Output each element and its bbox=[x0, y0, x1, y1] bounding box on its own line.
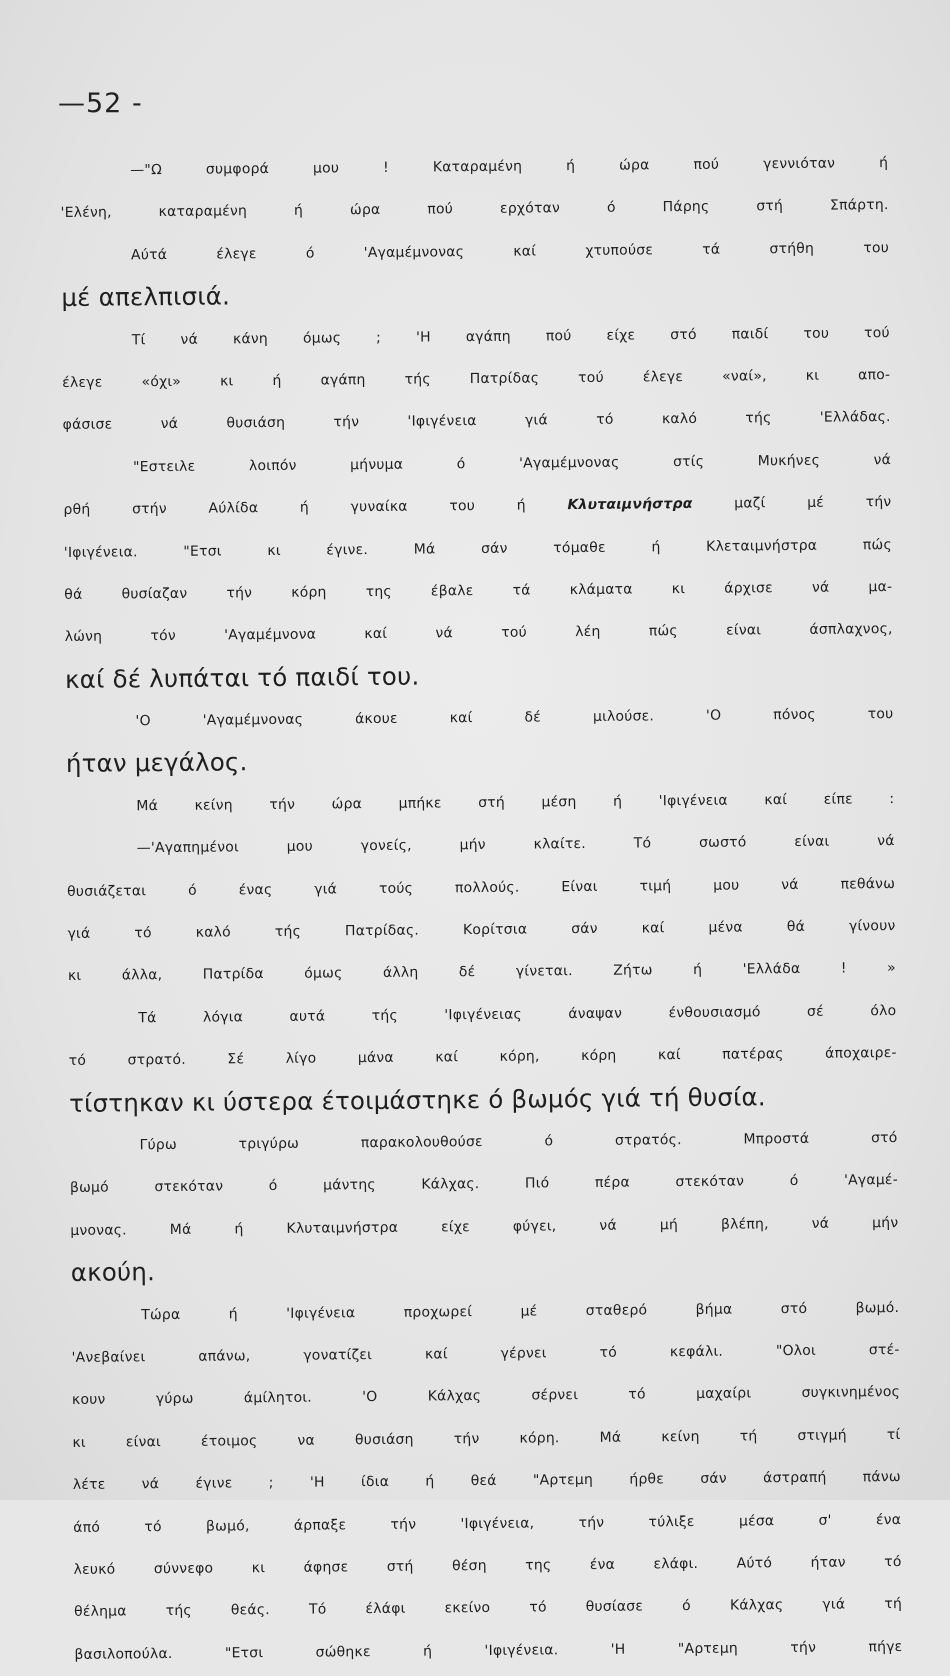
text-segment: μαζί μέ τήν bbox=[692, 494, 892, 513]
text-line bbox=[63, 481, 891, 531]
text-line: μέ απελπισιά. bbox=[61, 281, 231, 313]
text-line: μνονας. Μά ή Κλυταιμνήστρα είχε φύγει, νά μή βλέπη, νά μήν bbox=[70, 1214, 899, 1239]
text-line: κι άλλα, Πατρίδα όμως άλλη δέ γίνεται. Ζήτω ή 'Ελλάδα ! » bbox=[67, 960, 896, 985]
text-line: Τώρα ή 'Ιφιγένεια προχωρεί μέ σταθερό βήμα στό βωμό. bbox=[141, 1299, 900, 1323]
text-line: κουν γύρω άμίλητοι. 'Ο Κάλχας σέρνει τό μαχαίρι συγκινημένος bbox=[71, 1384, 901, 1409]
emphasized-name: Κλυταιμνήστρα bbox=[567, 496, 693, 514]
text-line: τό στρατό. Σέ λίγο μάνα καί κόρη, κόρη καί πατέρας άποχαιρε- bbox=[68, 1045, 897, 1070]
text-line: θέλημα τής θεάς. Τό έλάφι εκείνο τό θυσίασε ό Κάλχας γιά τή bbox=[73, 1596, 903, 1621]
text-line: καί δέ λυπάται τό παιδί του. bbox=[64, 661, 420, 694]
text-line: 'Ανεβαίνει απάνω, γονατίζει καί γέρνει τό κεφάλι. "Ολοι στέ- bbox=[71, 1341, 900, 1366]
text-line: Τί νά κάνη όμως ; 'Η αγάπη πού είχε στό παιδί του τού bbox=[131, 324, 890, 348]
text-line: Αύτά έλεγε ό 'Αγαμέμνονας καί χτυπούσε τά στήθη του bbox=[130, 239, 890, 264]
text-line: έλεγε «όχι» κι ή αγάπη τής Πατρίδας τού έλεγε «ναί», κι απο- bbox=[62, 366, 891, 391]
text-line: λευκό σύννεφο κι άφησε στή θέση της ένα ελάφι. Αύτό ήταν τό bbox=[73, 1553, 902, 1578]
text-line: θυσιάζεται ό ένας γιά τούς πολλούς. Είναι τιμή μου νά πεθάνω bbox=[67, 875, 896, 900]
text-line: 'Ο 'Αγαμέμνονας άκουε καί δέ μιλούσε. 'Ο πόνος του bbox=[135, 706, 894, 730]
text-line: θά θυσίαζαν τήν κόρη της έβαλε τά κλάματα κι άρχισε νά μα- bbox=[64, 578, 893, 603]
text-line: γιά τό καλό τής Πατρίδας. Κορίτσια σάν καί μένα θά γίνουν bbox=[67, 918, 896, 942]
text-line: —"Ω συμφορά μου ! Καταραμένη ή ώρα πού γεννιόταν ή bbox=[130, 155, 889, 179]
text-line: Μά κείνη τήν ώρα μπήκε στή μέση ή 'Ιφιγένεια καί είπε : bbox=[136, 790, 895, 815]
text-line: 'Ιφιγένεια. "Ετσι κι έγινε. Μά σάν τόμαθε ή Κλεταιμνήστρα πώς bbox=[63, 536, 892, 561]
text-line: βασιλοπούλα. "Ετσι σώθηκε ή 'Ιφιγένεια. 'Η "Αρτεμη τήν πήγε bbox=[74, 1638, 903, 1663]
text-line: τίστηκαν κι ύστερα έτοιμάστηκε ό βωμός γιά τή θυσία. bbox=[69, 1081, 766, 1118]
text-line: άπό τό βωμό, άρπαξε τήν 'Ιφιγένεια, τήν τύλιξε μέσα σ' ένα bbox=[73, 1511, 902, 1536]
page-number: —52 - bbox=[58, 88, 143, 119]
text-line: λώνη τόν 'Αγαμέμνονα καί νά τού λέη πώς είναι άσπλαχνος, bbox=[64, 621, 893, 646]
page-body-text bbox=[60, 142, 903, 1676]
text-line: Τά λόγια αυτά τής 'Ιφιγένειας άναψαν ένθουσιασμό σέ όλο bbox=[138, 1002, 897, 1027]
text-line: Γύρω τριγύρω παρακολουθούσε ό στρατός. Μπροστά στό bbox=[139, 1129, 898, 1154]
text-line: βωμό στεκόταν ό μάντης Κάλχας. Πιό πέρα στεκόταν ό 'Αγαμέ- bbox=[69, 1172, 899, 1197]
text-line: ήταν μεγάλος. bbox=[65, 747, 248, 779]
text-line: —'Αγαπημένοι μου γονείς, μήν κλαίτε. Τό σωστό είναι νά bbox=[136, 833, 895, 857]
text-line: κι είναι έτοιμος να θυσιάση τήν κόρη. Μά κείνη τή στιγμή τί bbox=[72, 1426, 901, 1451]
text-line: ακούη. bbox=[70, 1257, 156, 1288]
text-line: 'Ελένη, καταραμένη ή ώρα πού ερχόταν ό Πάρης στή Σπάρτη. bbox=[60, 197, 889, 222]
text-line: "Εστειλε λοιπόν μήνυμα ό 'Αγαμέμνονας στίς Μυκήνες νά bbox=[132, 451, 892, 476]
text-line: λέτε νά έγινε ; 'Η ίδια ή θεά "Αρτεμη ήρθε σάν άστραπή πάνω bbox=[72, 1469, 901, 1494]
text-segment: ρθή στήν Αύλίδα ή γυναίκα του ή bbox=[63, 497, 568, 519]
text-line: φάσισε νά θυσιάση τήν 'Ιφιγένεια γιά τό καλό τής 'Ελλάδας. bbox=[62, 409, 891, 434]
